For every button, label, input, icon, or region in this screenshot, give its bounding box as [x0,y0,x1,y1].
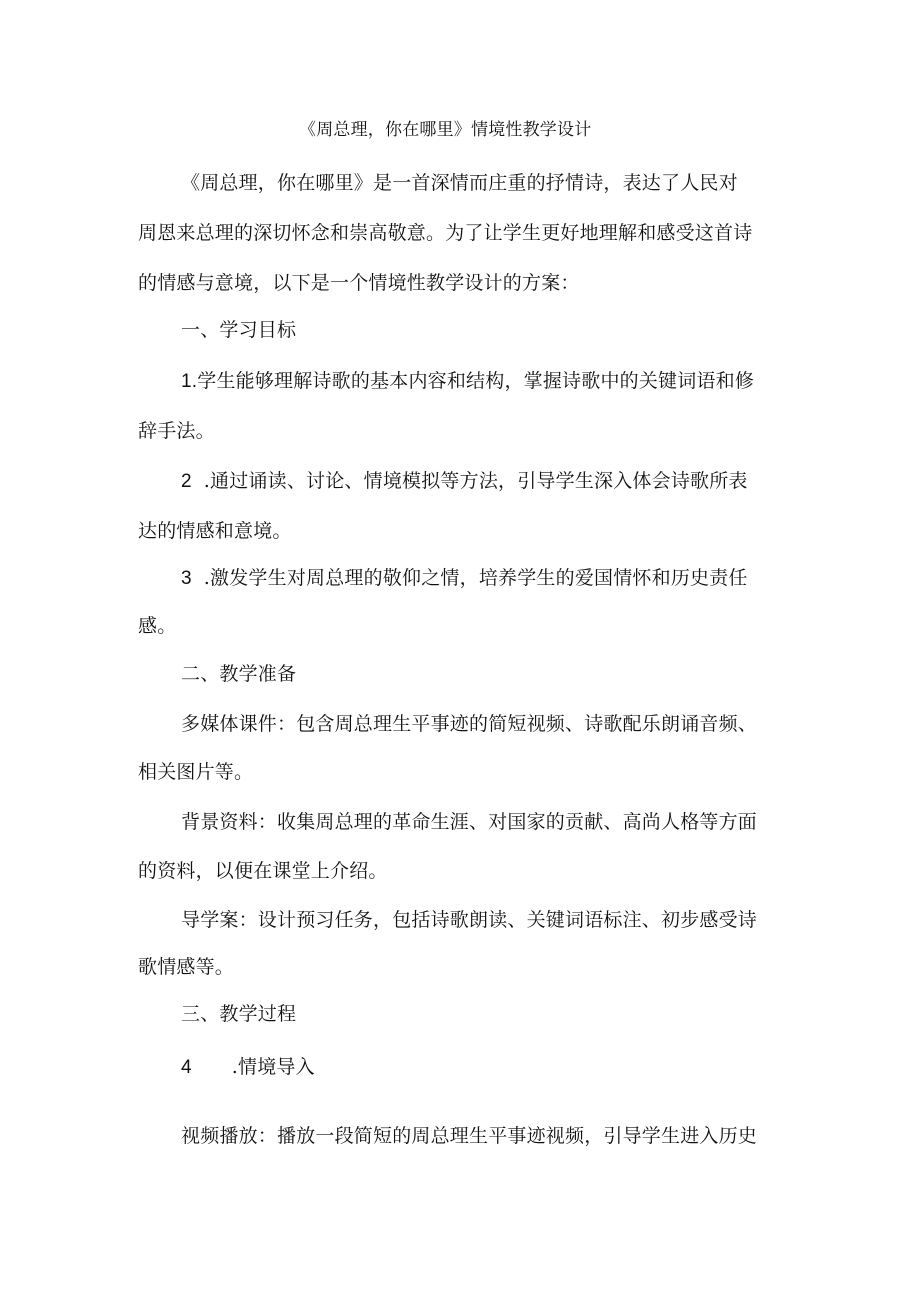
document-title: 《周总理，你在哪里》情境性教学设计 [299,120,592,140]
preparation-guide-continuation: 歌情感等。 [138,956,235,978]
process-step-4-number: 4 [181,1057,192,1078]
intro-line-2: 周恩来总理的深切怀念和崇高敬意。为了让学生更好地理解和感受这首诗 [138,222,753,244]
preparation-background-continuation: 的资料，以便在课堂上介绍。 [138,860,388,882]
objective-item-2 [181,469,748,494]
preparation-guide: 导学案：设计预习任务，包括诗歌朗读、关键词语标注、初步感受诗 [181,909,758,931]
objective-3-text: .激发学生对周总理的敬仰之情，培养学生的爱国情怀和历史责任 [203,567,748,589]
preparation-multimedia-continuation: 相关图片等。 [138,761,254,783]
objective-item-1 [181,369,754,394]
objective-1-continuation: 辞手法。 [138,420,215,442]
preparation-multimedia: 多媒体课件：包含周总理生平事迹的简短视频、诗歌配乐朗诵音频、 [181,713,758,735]
section-heading-objectives: 一、学习目标 [181,319,297,341]
objective-2-number: 2 [181,471,192,492]
objective-2-text: .通过诵读、讨论、情境模拟等方法，引导学生深入体会诗歌所表 [203,470,748,492]
objective-1-text: 学生能够理解诗歌的基本内容和结构，掌握诗歌中的关键词语和修 [197,370,755,392]
objective-3-number: 3 [181,568,192,589]
section-heading-preparation: 二、教学准备 [181,663,297,685]
objective-item-3 [181,566,748,591]
process-step-4 [181,1055,315,1080]
section-heading-process: 三、教学过程 [181,1003,297,1025]
objective-2-continuation: 达的情感和意境。 [138,520,292,542]
intro-line-3: 的情感与意境，以下是一个情境性教学设计的方案： [138,272,580,294]
process-step-4-label: .情境导入 [231,1056,315,1078]
objective-1-number: 1. [181,371,198,392]
process-video-paragraph: 视频播放：播放一段简短的周总理生平事迹视频，引导学生进入历史 [181,1125,758,1147]
preparation-background: 背景资料：收集周总理的革命生涯、对国家的贡献、高尚人格等方面 [181,811,758,833]
intro-line-1: 《周总理，你在哪里》是一首深情而庄重的抒情诗，表达了人民对 [181,172,738,194]
objective-3-continuation: 感。 [138,615,177,637]
